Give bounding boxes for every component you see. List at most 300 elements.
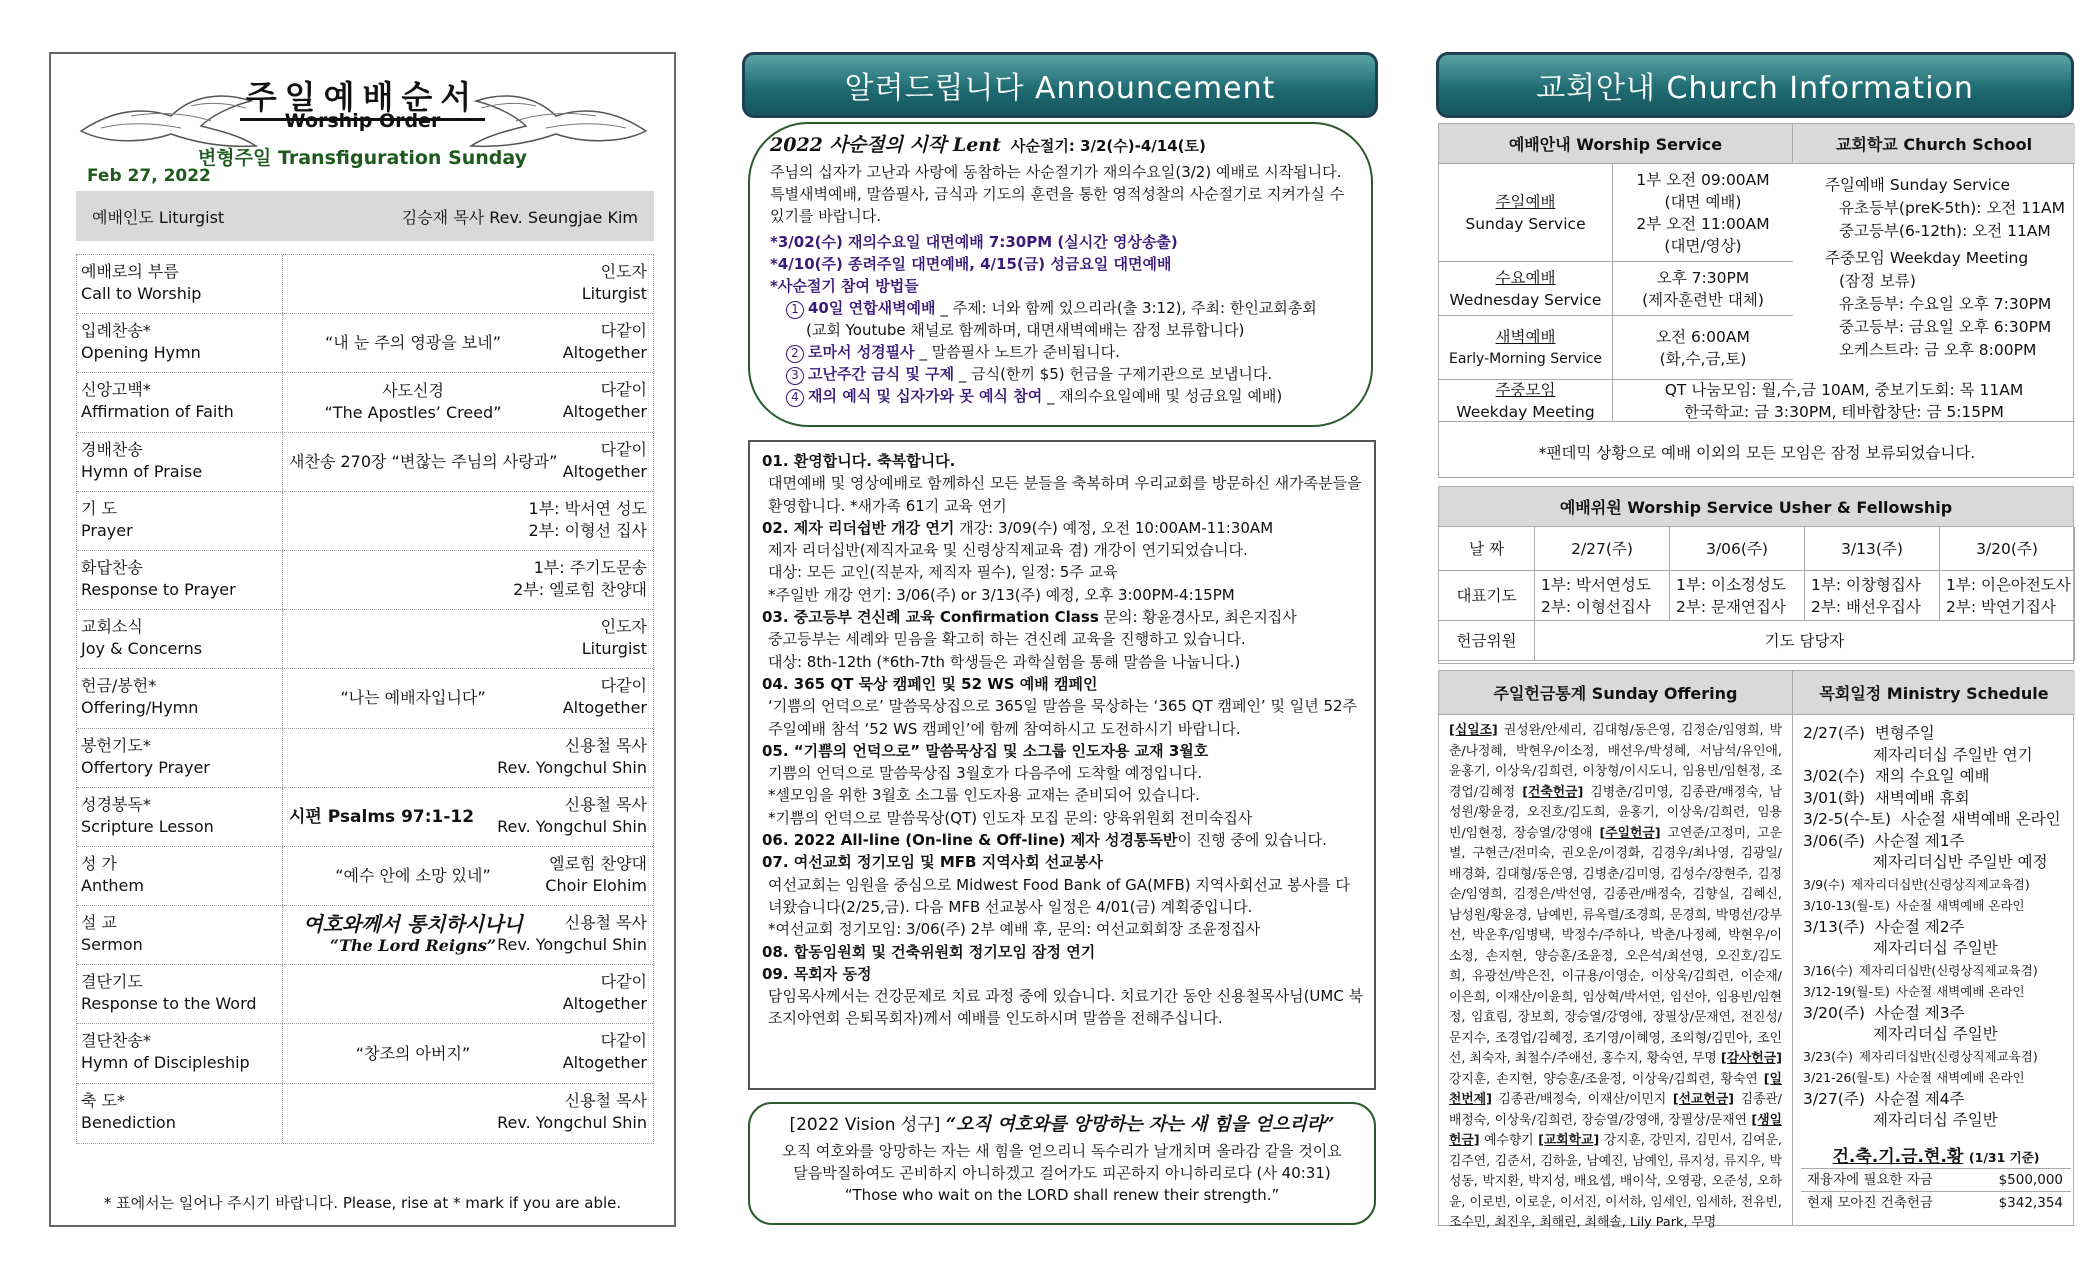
news-line: *기쁨의 언덕으로 말씀묵상(QT) 인도자 모집 문의: 양육위원회 전미숙집사 bbox=[768, 808, 1253, 827]
news-heading bbox=[762, 606, 1364, 628]
ministry-schedule bbox=[1793, 715, 2075, 1225]
news-line: *셀모임을 위한 3월호 소그룹 인도자용 교재는 준비되어 있습니다. bbox=[768, 786, 1200, 805]
order-item-ko: 교회소식 bbox=[81, 617, 143, 637]
service-name-en: Early-Morning Service bbox=[1448, 350, 1603, 367]
order-item-name bbox=[77, 492, 283, 550]
schedule-row bbox=[1803, 917, 2075, 939]
announcement-banner: 알려드립니다 Announcement bbox=[742, 52, 1378, 118]
news-heading-text: 03. 중고등부 견신례 교육 Confirmation Class bbox=[762, 608, 1099, 627]
order-row bbox=[77, 314, 653, 373]
pandemic-note: *팬데믹 상황으로 예배 이외의 모든 모임은 잠정 보류되었습니다. bbox=[1538, 443, 1976, 462]
service-name-en: Wednesday Service bbox=[1449, 290, 1602, 309]
schedule-date: 3/16(수) bbox=[1803, 962, 1853, 978]
offering-names: [십일조] 권성완/안세리, 김대형/동은영, 김정순/임영희, 박춘/나정혜, 박현우/이소정, 배선우/박성혜, 서남석/유인애, 윤홍기, 이상욱/김희련, 이창형/이시도니, 임용빈/임현정, 조경업/김혜정 [건축헌금] 김병춘/김미영, 김종관/배정숙, 남성원/황윤경, 오진호/김도희, 윤홍기, 이상욱/김희련, 임용빈/임현정, 장승열/강영애 [주일헌금] 고연준/고정미, 고운별, 구현근/전미숙, 권오운/이경화, 김경우/최나영, 김광일/배경화, 김대형/동은영, 김병춘/김미영, 김성수/장현주, 김정순/임영희, 김정은/박선영, 김종관/배정숙, 김향실, 김혜신, 남성원/황윤경, 남예빈, 류옥렬/조경희, 문경희, 박명선/강부선, 박운후/임병택, 박정수/주하나, 박춘/나정혜, 박현우/이소정, 손지현, 양승훈/조윤정, 오은석/최선영, 오진호/김도희, 유광선/박은진, 이규용/이영순, 이상욱/김희련, 이순재/이은희, 이재산/이윤희, 임상혁/박서연, 임선아, 임용빈/임현정, 임효림, 장보희, 장승열/강영애, 장필상/문재연, 전진성/문지수, 조경업/김혜정, 조기영/이혜영, 조의형/김민아, 조인선, 최숙자, 최철수/주애선, 홍수지, 황숙연, 무명 [감사헌금] 강지훈, 손지현, 양승훈/조윤정, 이상욱/김희련, 황숙연 [일천번제] 김종관/배정숙, 이재산/이민지 [선교헌금] 김종관/배정숙, 이상욱/김희련, 장승열/강영애, 장필상/문재연 [생일헌금] 예수향기 [교회학교] 강지훈, 강민지, 김민서, 김여운, 김주연, 김준서, 김하윤, 남예진, 남예인, 류지성, 류지우, 박성동, 박지환, 박지성, 배요셉, 배이삭, 오영광, 오준성, 오하윤, 이로빈, 이로운, 이서진, 이서하, 임세인, 임세하, 전유빈, 조수민, 최진우, 최해린, 최해솔, Lily Park, 무명 bbox=[1439, 715, 1793, 1225]
schedule-text: 재의 수요일 예배 bbox=[1874, 767, 1990, 785]
news-item bbox=[762, 851, 1364, 940]
order-leader-2: Altogether bbox=[562, 994, 647, 1014]
worship-service-header: 예배안내 Worship Service bbox=[1439, 124, 1793, 164]
news-item bbox=[762, 517, 1364, 606]
usher-offer: 기도 담당자 bbox=[1535, 621, 2075, 661]
usher-date: 3/06(주) bbox=[1670, 527, 1805, 571]
order-leader-2: Choir Elohim bbox=[545, 875, 647, 895]
church-info-banner: 교회안내 Church Information bbox=[1436, 52, 2074, 118]
order-item-title-1: 여호와께서 통치하시나니 bbox=[303, 912, 523, 937]
order-item-title-2: “The Apostles’ Creed” bbox=[324, 403, 502, 423]
order-leader-2: Altogether bbox=[562, 402, 647, 422]
usher-date-label: 날 짜 bbox=[1439, 527, 1535, 571]
building-have-row: 현재 모아진 건축헌금 $342,354 bbox=[1801, 1191, 2071, 1214]
news-line: 중고등부는 세례와 믿음을 확고히 하는 견신례 교육을 진행하고 있습니다. bbox=[768, 630, 1246, 649]
order-item-leader bbox=[582, 616, 647, 660]
order-item-en: Benediction bbox=[81, 1112, 176, 1132]
order-item-detail bbox=[283, 788, 653, 846]
order-item-ko: 신앙고백* bbox=[81, 380, 151, 400]
schedule-row bbox=[1803, 1110, 2075, 1132]
lent-intro: 주님의 십자가 고난과 사랑에 동참하는 사순절기가 재의수요일(3/2) 예배로 시작됩니다. 특별새벽예배, 말씀필사, 금식과 기도의 훈련을 통한 영적성찰의 사순절기로 지켜가실 수 있기를 바랍니다. bbox=[770, 163, 1345, 225]
order-item-title-1: 새찬송 270장 “변찮는 주님의 사랑과” bbox=[289, 451, 558, 471]
lent-method-1: 1 40일 연합새벽예배 _ 주제: 너와 함께 있으리라(출 3:12), 주최: 한인교회총회 bbox=[770, 297, 1353, 319]
order-item-leader bbox=[563, 439, 647, 483]
news-item bbox=[762, 941, 1364, 963]
schedule-text: 사순절 제3주 bbox=[1874, 1003, 1965, 1022]
order-item-name bbox=[77, 788, 283, 846]
order-item-leader bbox=[513, 557, 647, 601]
order-item-en: Response to the Word bbox=[81, 994, 257, 1014]
news-heading bbox=[762, 851, 1364, 873]
order-leader-1: 엘로힘 찬양대 bbox=[549, 853, 647, 873]
school-line: 유초등부: 수요일 오후 7:30PM bbox=[1839, 295, 2052, 313]
schedule-row bbox=[1803, 831, 2075, 853]
usher-rep-line: 1부: 이소정성도 bbox=[1676, 575, 1786, 594]
school-line: 오케스트라: 금 오후 8:00PM bbox=[1839, 341, 2037, 359]
order-item-name bbox=[77, 433, 283, 491]
schedule-date: 3/02(수) bbox=[1803, 767, 1865, 785]
usher-date: 2/27(주) bbox=[1535, 527, 1670, 571]
worship-order-subtitle: Worship Order bbox=[284, 110, 441, 132]
service-time-line: 2부 오전 11:00AM bbox=[1636, 214, 1770, 233]
order-item-title-1: 사도신경 bbox=[382, 381, 444, 401]
school-line: 주중모임 Weekday Meeting bbox=[1825, 249, 2029, 267]
order-item-en: Opening Hymn bbox=[81, 343, 201, 363]
order-row bbox=[77, 551, 653, 610]
church-school-info bbox=[1817, 164, 2075, 422]
schedule-date: 3/06(주) bbox=[1803, 831, 1865, 850]
vision-heading: [2022 Vision 성구] “오직 여호와를 앙망하는 자는 새 힘을 얻으리라” bbox=[789, 1114, 1335, 1135]
order-item-ko: 경배찬송 bbox=[81, 439, 143, 459]
news-box bbox=[748, 440, 1376, 1090]
schedule-row bbox=[1803, 1067, 2075, 1089]
order-item-ko: 설 교 bbox=[81, 913, 117, 933]
order-leader-1: 다같이 bbox=[600, 972, 647, 992]
building-title: 건.축.기.금.현.황 bbox=[1832, 1146, 1964, 1167]
news-heading-text: 05. “기쁨의 언덕으로” 말씀묵상집 및 소그룹 인도자용 교재 3월호 bbox=[762, 741, 1209, 760]
schedule-row bbox=[1803, 938, 2075, 960]
schedule-text: 제자리더십반(신령상직제교육겸) bbox=[1858, 962, 2038, 978]
weekday-line-2: 한국학교: 금 3:30PM, 테바합창단: 금 5:15PM bbox=[1684, 402, 2004, 421]
order-item-ko: 축 도* bbox=[81, 1090, 125, 1110]
schedule-row bbox=[1803, 874, 2075, 896]
order-row bbox=[77, 906, 653, 965]
order-item-detail bbox=[283, 965, 653, 1023]
news-item bbox=[762, 740, 1364, 829]
news-line: 대상: 모든 교인(직분자, 제직자 필수), 일정: 5주 교육 bbox=[768, 563, 1118, 582]
schedule-row bbox=[1803, 1024, 2075, 1046]
news-line: 대상: 8th-12th (*6th-7th 학생들은 과학실험을 통해 말씀을 나눕니다.) bbox=[768, 652, 1241, 671]
offering-category: [십일조] bbox=[1449, 723, 1498, 738]
schedule-text: 사순절 제2주 bbox=[1874, 917, 1965, 936]
news-heading-note: 이 진행 중에 있습니다. bbox=[1177, 831, 1327, 850]
order-item-name bbox=[77, 906, 283, 964]
offering-category: [감사헌금] bbox=[1720, 1051, 1782, 1066]
schedule-date: 3/2-5(수-토) bbox=[1803, 810, 1892, 828]
usher-rep bbox=[1940, 571, 2075, 621]
news-heading bbox=[762, 963, 1364, 985]
order-row bbox=[77, 610, 653, 669]
schedule-date: 3/9(수) bbox=[1803, 876, 1845, 892]
order-item-leader bbox=[563, 971, 647, 1015]
order-item-detail bbox=[283, 669, 653, 727]
lent-method-2: 2 로마서 성경필사 _ 말씀필사 노트가 준비됩니다. bbox=[770, 341, 1353, 363]
usher-table bbox=[1438, 486, 2074, 664]
order-leader-1: 1부: 주기도문송 bbox=[533, 557, 647, 577]
order-item-name bbox=[77, 255, 283, 313]
schedule-row bbox=[1803, 745, 2075, 767]
usher-rep-line: 2부: 박연기집사 bbox=[1946, 597, 2056, 616]
schedule-row bbox=[1803, 895, 2075, 917]
order-item-en: Scripture Lesson bbox=[81, 816, 214, 836]
service-name-ko: 새벽예배 bbox=[1495, 327, 1556, 346]
service-time bbox=[1613, 164, 1793, 261]
order-leader-2: Rev. Yongchul Shin bbox=[497, 757, 647, 777]
news-line: 기쁨의 언덕으로 말씀묵상집 3월호가 다음주에 도착할 예정입니다. bbox=[768, 764, 1203, 783]
order-item-detail bbox=[283, 433, 653, 491]
vision-verse: 오직 여호와를 앙망하는 자는 새 힘을 얻으리니 독수리가 날개치며 올라감 같을 것이요 달음박질하여도 곤비하지 아니하겠고 걸어가도 피곤하지 아니하리로다 (사 40:31) bbox=[782, 1142, 1342, 1182]
weekday-ko: 주중모임 bbox=[1495, 380, 1556, 399]
schedule-text: 새벽예배 휴회 bbox=[1874, 788, 1970, 807]
order-leader-1: 신용철 목사 bbox=[564, 1090, 647, 1110]
order-item-en: Prayer bbox=[81, 520, 133, 540]
schedule-row bbox=[1803, 1089, 2075, 1111]
news-heading bbox=[762, 829, 1364, 851]
order-item-detail bbox=[283, 1084, 653, 1143]
news-line: *주일반 개강 연기: 3/06(주) or 3/13(주) 예정, 오후 3:00PM-4:15PM bbox=[768, 585, 1235, 604]
usher-rep-line: 2부: 문재연집사 bbox=[1676, 597, 1786, 616]
order-item-ko: 결단찬송* bbox=[81, 1031, 151, 1051]
order-item-detail bbox=[283, 906, 653, 964]
vision-verse-english: “Those who wait on the LORD shall renew their strength.” bbox=[844, 1186, 1280, 1204]
order-item-title-2: “The Lord Reigns” bbox=[329, 936, 497, 956]
service-time-line: 1부 오전 09:00AM bbox=[1636, 170, 1770, 189]
usher-header: 예배위원 Worship Service Usher & Fellowship bbox=[1439, 487, 2073, 527]
school-line: 유초등부(preK-5th): 오전 11AM bbox=[1839, 199, 2066, 217]
sunday-name: 변형주일 Transfiguration Sunday bbox=[197, 147, 528, 169]
schedule-text: 제자리더십 주일반 bbox=[1873, 939, 1998, 957]
order-item-leader bbox=[497, 912, 647, 956]
order-item-title-1: “나는 예배자입니다” bbox=[340, 688, 486, 708]
order-leader-2: Rev. Yongchul Shin bbox=[497, 816, 647, 836]
service-time-line: 오후 7:30PM bbox=[1656, 268, 1750, 287]
usher-rep bbox=[1805, 571, 1940, 621]
schedule-date: 3/23(수) bbox=[1803, 1048, 1853, 1064]
usher-rep-line: 1부: 이은아전도사 bbox=[1946, 575, 2071, 594]
order-item-ko: 성 가 bbox=[81, 853, 117, 873]
news-item bbox=[762, 963, 1364, 1030]
order-item-leader bbox=[563, 675, 647, 719]
news-item bbox=[762, 673, 1364, 740]
service-time-line: (제자훈련반 대체) bbox=[1642, 290, 1764, 309]
offering-category: [생일헌금] bbox=[1449, 1112, 1782, 1148]
usher-offer-label: 헌금위원 bbox=[1439, 621, 1535, 661]
schedule-row bbox=[1803, 960, 2075, 982]
schedule-text: 제자리더십반 주일반 예정 bbox=[1873, 853, 2048, 871]
schedule-text: 사순절 제1주 bbox=[1874, 831, 1965, 850]
schedule-text: 사순절 새벽예배 온라인 bbox=[1901, 810, 2061, 828]
schedule-text: 사순절 새벽예배 온라인 bbox=[1895, 898, 2025, 913]
order-item-detail bbox=[283, 255, 653, 313]
order-item-name bbox=[77, 729, 283, 787]
order-table bbox=[76, 254, 654, 1144]
news-heading-text: 01. 환영합니다. 축복합니다. bbox=[762, 452, 956, 470]
service-name bbox=[1439, 164, 1613, 261]
order-item-leader bbox=[497, 1090, 647, 1134]
order-item-leader bbox=[582, 261, 647, 305]
lent-title-row: 2022 사순절의 시작 Lent 사순절기: 3/2(수)-4/14(토) bbox=[770, 134, 1206, 156]
usher-rep bbox=[1670, 571, 1805, 621]
usher-rep-line: 1부: 이창형집사 bbox=[1811, 575, 1921, 594]
service-time bbox=[1613, 316, 1793, 379]
news-line: 담임목사께서는 건강문제로 치료 과정 중에 있습니다. 치료기간 동안 신용철목사님(UMC 북조지아연회 은퇴목회자)께서 예배를 인도하시며 말씀을 전해주십니다. bbox=[768, 987, 1364, 1028]
schedule-text: 사순절 제4주 bbox=[1874, 1089, 1965, 1108]
service-name bbox=[1439, 316, 1613, 379]
order-item-ko: 입례찬송* bbox=[81, 321, 151, 341]
news-heading-text: 02. 제자 리더쉽반 개강 연기 bbox=[762, 518, 955, 537]
worship-order-panel bbox=[49, 52, 676, 1227]
order-leader-1: 신용철 목사 bbox=[564, 794, 647, 814]
service-name-ko: 수요예배 bbox=[1495, 268, 1556, 287]
lent-box bbox=[748, 122, 1373, 427]
order-leader-2: Rev. Yongchul Shin bbox=[497, 935, 647, 955]
usher-date: 3/13(주) bbox=[1805, 527, 1940, 571]
offering-category: [일천번제] bbox=[1449, 1071, 1782, 1107]
order-item-name bbox=[77, 847, 283, 905]
service-time-line: (대면/영상) bbox=[1664, 236, 1742, 255]
usher-rep-line: 2부: 이형선집사 bbox=[1541, 597, 1651, 616]
schedule-row bbox=[1803, 809, 2075, 831]
order-item-detail bbox=[283, 551, 653, 609]
schedule-text: 제자리더십 주일반 bbox=[1873, 1025, 1998, 1043]
liturgist-name: 김승재 목사 Rev. Seungjae Kim bbox=[401, 207, 638, 227]
schedule-date: 3/12-19(월-토) bbox=[1803, 984, 1890, 999]
order-item-leader bbox=[529, 498, 647, 542]
offering-category: [주일헌금] bbox=[1599, 825, 1661, 841]
service-date: Feb 27, 2022 bbox=[87, 166, 211, 186]
news-heading bbox=[762, 450, 1364, 472]
schedule-row bbox=[1803, 788, 2075, 810]
news-heading-text: 09. 목회자 동정 bbox=[762, 964, 872, 983]
usher-rep-line: 2부: 배선우집사 bbox=[1811, 597, 1921, 616]
order-item-detail bbox=[283, 1024, 653, 1082]
offering-category: [건축헌금] bbox=[1522, 784, 1584, 800]
schedule-text: 제자리더십반(신령상직제교육겸) bbox=[1850, 876, 2030, 892]
order-item-name bbox=[77, 965, 283, 1023]
schedule-date: 3/20(주) bbox=[1803, 1003, 1865, 1022]
order-item-en: Offertory Prayer bbox=[81, 757, 210, 777]
order-leader-1: 다같이 bbox=[600, 439, 647, 459]
order-leader-2: Liturgist bbox=[581, 639, 647, 659]
order-leader-2: Rev. Yongchul Shin bbox=[497, 1112, 647, 1132]
service-time-line: 오전 6:00AM bbox=[1656, 327, 1750, 346]
service-time-line: (화,수,금,토) bbox=[1659, 349, 1747, 368]
rise-note: * 표에서는 일어나 주시기 바랍니다. Please, rise at * mark if you are able. bbox=[103, 1194, 622, 1212]
schedule-row bbox=[1803, 1003, 2075, 1025]
order-row bbox=[77, 965, 653, 1024]
schedule-row bbox=[1803, 1046, 2075, 1068]
order-leader-1: 신용철 목사 bbox=[564, 735, 647, 755]
service-name bbox=[1439, 262, 1613, 315]
schedule-date: 3/21-26(월-토) bbox=[1803, 1070, 1890, 1085]
order-item-en: Offering/Hymn bbox=[81, 698, 199, 718]
news-heading bbox=[762, 517, 1364, 539]
order-item-en: Joy & Concerns bbox=[81, 639, 203, 659]
news-item bbox=[762, 606, 1364, 673]
order-item-title-1: “창조의 아버지” bbox=[355, 1043, 471, 1063]
offering-category: [교회학교] bbox=[1538, 1133, 1600, 1148]
order-item-leader bbox=[545, 853, 647, 897]
order-item-en: Anthem bbox=[81, 875, 144, 895]
news-heading bbox=[762, 740, 1364, 762]
order-item-ko: 성경봉독* bbox=[81, 794, 151, 814]
order-item-detail bbox=[283, 729, 653, 787]
schedule-header: 목회일정 Ministry Schedule bbox=[1793, 671, 2075, 715]
service-name-ko: 주일예배 bbox=[1495, 192, 1556, 211]
order-leader-2: 2부: 엘로힘 찬양대 bbox=[513, 579, 647, 599]
news-line: *여선교회 정기모임: 3/06(주) 2부 예배 후, 문의: 여선교회회장 조윤정집사 bbox=[768, 920, 1261, 939]
liturgist-label: 예배인도 Liturgist bbox=[92, 207, 225, 227]
schedule-date: 3/13(주) bbox=[1803, 917, 1865, 936]
worship-order-title: 주일예배순서 bbox=[51, 72, 674, 118]
order-item-detail bbox=[283, 492, 653, 550]
lent-line-3: *사순절기 참여 방법들 bbox=[770, 277, 919, 295]
order-row bbox=[77, 729, 653, 788]
usher-date: 3/20(주) bbox=[1940, 527, 2075, 571]
order-item-name bbox=[77, 551, 283, 609]
order-row bbox=[77, 492, 653, 551]
order-item-detail bbox=[283, 847, 653, 905]
service-time bbox=[1613, 262, 1793, 315]
order-item-en: Response to Prayer bbox=[81, 579, 236, 599]
order-leader-1: 다같이 bbox=[600, 380, 647, 400]
order-leader-2: Liturgist bbox=[581, 284, 647, 303]
order-item-ko: 기 도 bbox=[81, 498, 117, 518]
news-heading-note: 개강: 3/09(수) 예정, 오전 10:00AM-11:30AM bbox=[954, 518, 1274, 537]
lent-method-4: 4 재의 예식 및 십자가와 못 예식 참여 _ 재의수요일예배 및 성금요일 예배) bbox=[770, 385, 1353, 407]
order-item-name bbox=[77, 314, 283, 372]
order-item-detail bbox=[283, 610, 653, 668]
order-item-title-1: “예수 안에 소망 있네” bbox=[335, 865, 491, 885]
order-row bbox=[77, 669, 653, 728]
order-leader-1: 인도자 bbox=[600, 262, 647, 281]
news-heading bbox=[762, 673, 1364, 695]
schedule-text: 제자리더십 주일반 연기 bbox=[1873, 745, 2033, 764]
order-leader-1: 신용철 목사 bbox=[564, 913, 647, 933]
lent-line-1: *3/02(수) 재의수요일 대면예배 7:30PM (실시간 영상송출) bbox=[770, 233, 1178, 251]
order-item-ko: 봉헌기도* bbox=[81, 735, 151, 755]
news-line: 제자 리더십반(제직자교육 및 신령상직제교육 겸) 개강이 연기되었습니다. bbox=[768, 541, 1248, 560]
building-fund bbox=[1801, 1146, 2071, 1215]
order-leader-2: Altogether bbox=[562, 343, 647, 363]
order-item-leader bbox=[497, 735, 647, 779]
schedule-row bbox=[1803, 766, 2075, 788]
church-school-header: 교회학교 Church School bbox=[1793, 124, 2075, 164]
news-heading-text: 07. 여선교회 정기모임 및 MFB 지역사회 선교봉사 bbox=[762, 853, 1103, 872]
order-leader-1: 인도자 bbox=[600, 617, 647, 637]
service-row bbox=[1439, 164, 1793, 262]
order-leader-2: Altogether bbox=[562, 698, 647, 718]
lent-period: 사순절기: 3/2(수)-4/14(토) bbox=[1010, 137, 1206, 155]
lent-method-3: 3 고난주간 금식 및 구제 _ 금식(한끼 $5) 헌금을 구제기관으로 보냅니다. bbox=[770, 363, 1353, 385]
news-item bbox=[762, 829, 1364, 851]
order-item-leader bbox=[497, 794, 647, 838]
order-item-en: Sermon bbox=[81, 935, 143, 955]
schedule-date: 3/27(주) bbox=[1803, 1089, 1865, 1108]
news-heading-text: 08. 합동임원회 및 건축위원회 정기모임 잠정 연기 bbox=[762, 942, 1096, 961]
order-item-en: Call to Worship bbox=[81, 284, 202, 303]
usher-rep-line: 1부: 박서연성도 bbox=[1541, 575, 1651, 594]
schedule-text: 제자리더십반(신령상직제교육겸) bbox=[1858, 1048, 2038, 1064]
schedule-text: 사순절 새벽예배 온라인 bbox=[1895, 1070, 2025, 1085]
order-row bbox=[77, 788, 653, 847]
news-heading bbox=[762, 941, 1364, 963]
schedule-date: 3/01(화) bbox=[1803, 788, 1865, 807]
order-leader-1: 1부: 박서연 성도 bbox=[528, 498, 647, 518]
order-item-name bbox=[77, 373, 283, 431]
order-row bbox=[77, 433, 653, 492]
service-name-en: Sunday Service bbox=[1465, 214, 1586, 233]
news-line: 여선교회는 임원을 중심으로 Midwest Food Bank of GA(MFB) 지역사회선교 봉사를 다녀왔습니다(2/25,금). 다음 MFB 선교봉사 일정은 4/01(금) 계획중입니다. bbox=[768, 875, 1350, 916]
schedule-row bbox=[1803, 852, 2075, 874]
offering-schedule-table bbox=[1438, 670, 2074, 1230]
vision-box bbox=[748, 1102, 1376, 1225]
news-heading-text: 04. 365 QT 묵상 캠페인 및 52 WS 예배 캠페인 bbox=[762, 674, 1098, 693]
order-leader-1: 다같이 bbox=[600, 321, 647, 341]
order-item-en: Hymn of Discipleship bbox=[81, 1053, 250, 1073]
order-row bbox=[77, 847, 653, 906]
order-item-en: Hymn of Praise bbox=[81, 461, 203, 481]
schedule-date: 2/27(주) bbox=[1803, 724, 1865, 742]
order-leader-2: 2부: 이형선 집사 bbox=[528, 520, 647, 540]
order-item-ko: 화답찬송 bbox=[81, 557, 143, 577]
order-row bbox=[77, 1084, 653, 1143]
order-item-detail bbox=[283, 314, 653, 372]
news-item bbox=[762, 450, 1364, 517]
lent-line-2: *4/10(주) 종려주일 대면예배, 4/15(금) 성금요일 대면예배 bbox=[770, 255, 1172, 273]
offering-header: 주일헌금통계 Sunday Offering bbox=[1439, 671, 1793, 715]
order-item-leader bbox=[563, 1030, 647, 1074]
weekday-line-1: QT 나눔모임: 월,수,금 10AM, 중보기도회: 목 11AM bbox=[1664, 380, 2024, 399]
worship-service-table bbox=[1438, 123, 2074, 478]
service-row bbox=[1439, 316, 1793, 380]
order-row bbox=[77, 373, 653, 432]
news-heading-text: 06. 2022 All-line (On-line & Off-line) 제자 성경통독반 bbox=[762, 831, 1178, 850]
schedule-text: 제자리더십 주일반 bbox=[1873, 1111, 1998, 1129]
order-item-en: Affirmation of Faith bbox=[81, 402, 234, 422]
order-item-name bbox=[77, 610, 283, 668]
schedule-row bbox=[1803, 723, 2075, 745]
news-line: 대면예배 및 영상예배로 함께하신 모든 분들을 축복하며 우리교회를 방문하신 새가족분들을 환영합니다. *새가족 61기 교육 연기 bbox=[768, 474, 1362, 515]
lent-method-1-note: (교회 Youtube 채널로 함께하며, 대면새벽예배는 잠정 보류합니다) bbox=[806, 321, 1245, 339]
order-leader-2: Altogether bbox=[562, 461, 647, 481]
order-row bbox=[77, 255, 653, 314]
